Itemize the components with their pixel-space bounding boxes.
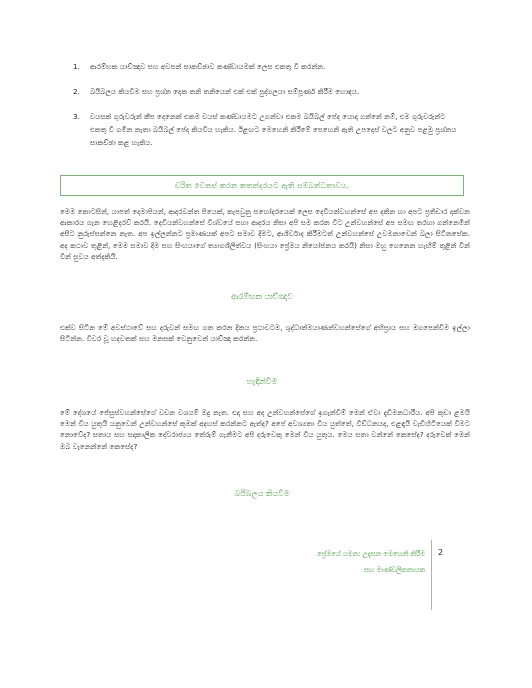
- list-item: [60, 85, 460, 98]
- prayer-paragraph: එක්ව සිටින මේ අවස්ථාවේ සහ දරුවන් සමඟ ගත කරන දිනය ප්‍රථාවටම, ශුද්ධාත්මයාණන්වහන්සේගේ අභිප්‍රාය සහ මගපෙන්වීම ඉල්ලා සිටින්න. විවර වූ හදවතක් සහ මනසක් වෙනුවෙන් යාච්ඤා කරන්න.: [60, 323, 470, 344]
- list-number: 2.: [73, 87, 80, 96]
- heading-bible-reading: බයිබලය කියවීම: [234, 489, 290, 498]
- list-item-text: ආරම්භක යාච්ඤාව සහ අවසන් සාකච්ඡාව කණ්ඩායමක් ලෙස එකතු වී කරන්න.: [90, 62, 326, 71]
- list-item-text: වයසක් ගුරුවරුන් කීප දෙනෙක් එකම වයස් කණ්ඩායමට උගන්වා එකම බයිබල් පේද යොදා ගන්නේ නම්, එම ගුරුවරුන්ට එකතු වී ගමින නැතා බයිබල් පේද කියවිය හැකිය. ඊළඟට මෙහෙනි කිරීමේ පෙහෙනි ඇති උපදෙස් වලට අනුව පළමු ප්‍රශ්නය සාකච්ඡා කළ හැකිය.: [90, 112, 457, 147]
- list-number: 3.: [73, 112, 80, 121]
- page-number: 2: [438, 548, 444, 557]
- heading-introduction: හැඳින්වීම: [246, 377, 278, 386]
- list-item: [60, 110, 460, 149]
- list-item-text: බයිබලය කියවීම සහ ප්‍රශ්න දෙක තනි තනියෙන් එක් එක් පුද්ගලයා සම්පූර්ණ කිරීම හොඳය.: [90, 87, 360, 96]
- list-item: [60, 60, 460, 73]
- footer-subtitle: සහ මාණ්ඩලිකනායක: [363, 566, 425, 574]
- list-number: 1.: [73, 62, 80, 71]
- instruction-list: [60, 60, 460, 161]
- section-banner: චරිත වෙනස් කරන කතන්දරයට ඇති සම්බන්ධතාවය.: [60, 175, 464, 196]
- footer-title: ප්‍රේමයේ ගමන: උදැසන මෙහෙනි කිරීම: [317, 550, 425, 558]
- introduction-paragraph: මේ දේශයේ ජේසුස්වහන්සේගේ වචන වශයම් ඔදු නැත. එදා සහ අද උන්වහන්සේගේ ඉගැන්වීම් මෙන් ඒවා දැඩිමනධාරීය. අපි කුඩා ළමයි මෙන් විය යුතුයි යනුවෙන් උන්වහන්සේ කුමක් අදහස් කරන්නට ඇත්ද? අපේ අවශ්‍යතා විය යුත්තේ, විච්ධනයද, එළඳැයි වැඩිහිටියෙක් විමට නොවේද? සතාය සහ සදාකාලික දේවරාජ්‍යය තේරුම් ගැනීමට අපි දරුවෙකු මෙන් විය යුතුය. මෙය සතා වන්නේ කෙසේද? දරුවෙක් මෙන් ඔබ වැනෙන්නේ කෙසේද?: [60, 408, 470, 451]
- heading-opening-prayer: ආරම්භක යාච්ඤාව: [231, 292, 293, 301]
- intro-paragraph: මෙම කොටසින්, යාපත් දෙමාපියන්, ආදරවන්ත පියෙක්, කැපවුනු සහෝදරයෙක් ලෙස දෙවියන්වහන්සේ අප දකින හා අපට ප්‍රතිචාර දක්වන ආකාරය ගැන හෙළිදරව් කරයි. දෙවියන්වහන්සේ විශ්වයේ සහා ආදරය නිසා අපි සම කරන විට උන්වහන්සේ අප සමඟ තරහා ගන්නෙමින් අසීට නුරුස්සන්නෙ නැත. අප ඉල්ලන්නට ප්‍රමාණයක් අපට සමාව දීමට, ආශීර්වාද කිරීමටත් උන්වහන්සේ උවමනාවෙන් බලා සිටිනසේක. අද කථාව තුළින්, මෙම සමාව දීම සහ සිංහයාගේ ත්‍යාගශීලිත්වය (සිංහයා ප්‍රේමය නියෝජනය කරයි) නිසා ඔහු ගෙනෙන හැඟීම් තුළින් වින් වින් සුවය අත්දකියි.: [60, 207, 470, 261]
- footer-divider: [431, 540, 432, 610]
